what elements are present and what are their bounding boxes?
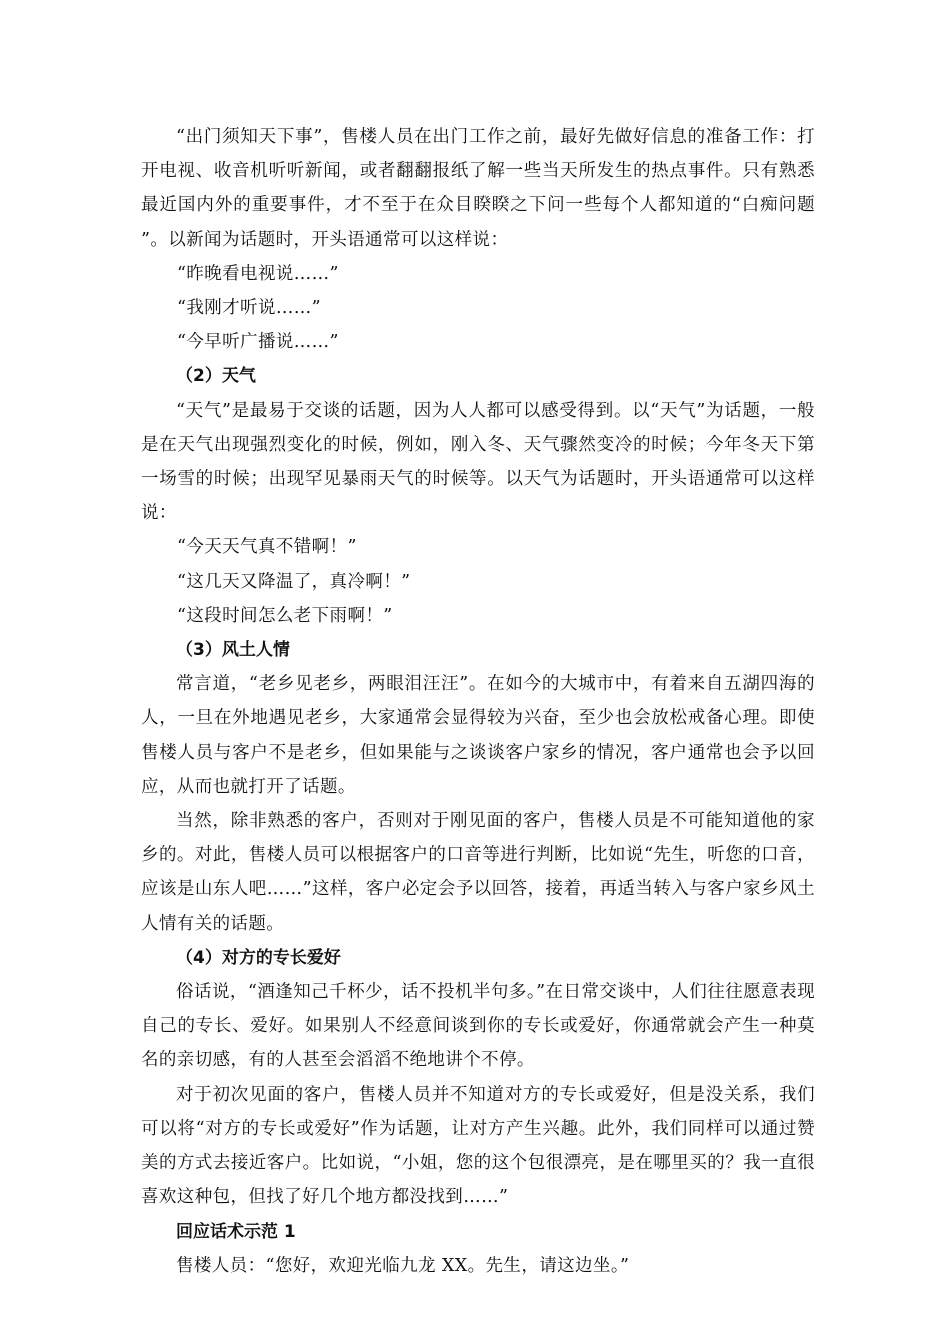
paragraph-customs-1: 常言道，“老乡见老乡，两眼泪汪汪”。在如今的大城市中，有着来自五湖四海的人，一旦在外地遇见老乡，大家通常会显得较为兴奋，至少也会放松戒备心理。即使售楼人员与客户不是老乡，但如果能与之谈谈客户家乡的情况，客户通常也会予以回应，从而也就打开了话题。 xyxy=(141,674,815,797)
quote-line: “我刚才听说……” xyxy=(177,298,321,319)
quote-line: “这段时间怎么老下雨啊！” xyxy=(177,605,393,626)
paragraph-customs-2: 当然，除非熟悉的客户，否则对于刚见面的客户，售楼人员是不可能知道他的家乡的。对此，售楼人员可以根据客户的口音等进行判断，比如说“先生，听您的口音，应该是山东人吧……”这样，客户必定会予以回答，接着，再适当转入与客户家乡风土人情有关的话题。 xyxy=(141,811,815,934)
section-heading-hobbies: （4）对方的专长爱好 xyxy=(176,947,341,968)
paragraph-dialogue: 售楼人员：“您好，欢迎光临九龙 XX。先生，请这边坐。” xyxy=(176,1255,630,1276)
quote-line: “昨晚看电视说……” xyxy=(177,263,339,284)
paragraph-hobbies-2: 对于初次见面的客户，售楼人员并不知道对方的专长或爱好，但是没关系，我们可以将“对方的专长或爱好”作为话题，让对方产生兴趣。此外，我们同样可以通过赞美的方式去接近客户。比如说，“小姐，您的这个包很漂亮，是在哪里买的？我一直很喜欢这种包，但找了好几个地方都没找到……” xyxy=(141,1084,815,1208)
paragraph-hobbies-1: 俗话说，“酒逢知己千杯少，话不投机半句多。”在日常交谈中，人们往往愿意表现自己的专长、爱好。如果别人不经意间谈到你的专长或爱好，你通常就会产生一种莫名的亲切感，有的人甚至会滔滔不绝地讲个不停。 xyxy=(141,982,815,1071)
paragraph-weather: “天气”是最易于交谈的话题，因为人人都可以感受得到。以“天气”为话题，一般是在天气出现强烈变化的时候，例如，刚入冬、天气骤然变冷的时候；今年冬天下第一场雪的时候；出现罕见暴雨天气的时候等。以天气为话题时，开头语通常可以这样说： xyxy=(141,400,815,524)
document-body xyxy=(141,120,815,1283)
section-heading-weather: （2）天气 xyxy=(176,366,256,387)
quote-line: “今早听广播说……” xyxy=(177,332,339,353)
section-heading-response-demo: 回应话术示范 1 xyxy=(176,1221,296,1242)
paragraph-news: “出门须知天下事”，售楼人员在出门工作之前，最好先做好信息的准备工作：打开电视、收音机听听新闻，或者翻翻报纸了解一些当天所发生的热点事件。只有熟悉最近国内外的重要事件，才不至于在众目睽睽之下问一些每个人都知道的“白痴问题 ”。以新闻为话题时，开头语通常可以这样说： xyxy=(141,127,815,250)
quote-line: “这几天又降温了，真冷啊！” xyxy=(177,571,411,592)
quote-line: “今天天气真不错啊！” xyxy=(177,537,357,558)
section-heading-customs: （3）风土人情 xyxy=(176,640,290,661)
